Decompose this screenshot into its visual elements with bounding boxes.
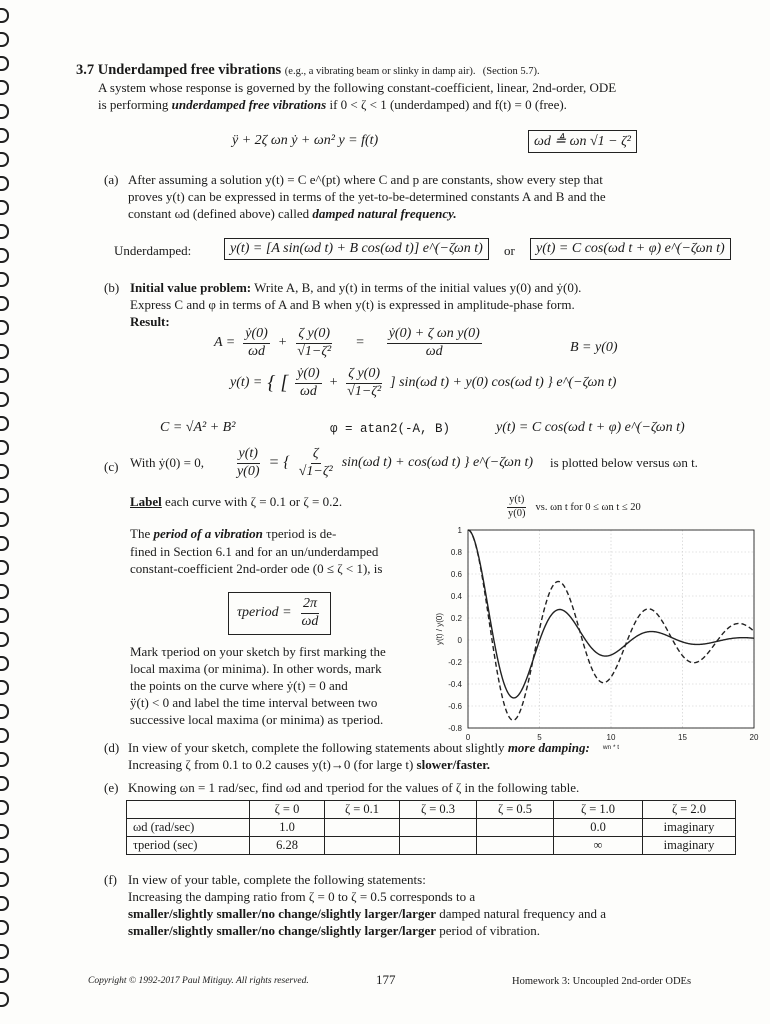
binding-ring [0, 704, 9, 719]
part-f-label: (f) [104, 872, 117, 887]
binding-ring [0, 344, 9, 359]
x-tick-label: 5 [537, 733, 542, 742]
binding-ring [0, 224, 9, 239]
y-tick-label: 0 [457, 636, 462, 645]
y-tick-label: -0.8 [448, 724, 462, 733]
part-e-label: (e) [104, 780, 119, 795]
damped-response-chart [428, 522, 768, 754]
binding-ring [0, 8, 9, 23]
binding-ring [0, 128, 9, 143]
x-tick-label: 20 [749, 733, 759, 742]
amplitude-phase-equation: y(t) = C cos(ωd t + φ) e^(−ζωn t) [496, 420, 685, 435]
part-f-line-4 [128, 923, 540, 939]
period-line-1 [130, 526, 336, 542]
table-row-label: τperiod (sec) [127, 837, 250, 855]
binding-ring [0, 200, 9, 215]
mark-line-4: ÿ(t) < 0 and label the time interval between two [130, 695, 378, 710]
chart-svg [428, 522, 768, 754]
section-title: Underdamped free vibrations [97, 62, 282, 78]
binding-ring [0, 608, 9, 623]
mark-line-5: successive local maxima (or minima) as τperiod. [130, 712, 384, 727]
part-c-label: (c) [104, 459, 119, 474]
x-axis-label: wn * t [602, 744, 620, 751]
A-fraction-3: $\frac{\text{ẏ(0) + ζ ωn y(0)}}{\omega d}$ [388, 326, 480, 359]
binding-ring [0, 416, 9, 431]
table-cell: imaginary [643, 837, 736, 855]
part-d-line-2 [128, 757, 490, 773]
section-ref: (Section 5.7). [482, 66, 540, 77]
binding-ring [0, 944, 9, 959]
C-equation: C = √A² + B² [160, 420, 236, 435]
table-header-cell: ζ = 0.1 [325, 801, 400, 819]
footer-title: Homework 3: Uncoupled 2nd-order ODEs [512, 976, 692, 987]
x-tick-label: 0 [465, 733, 471, 742]
table-header-cell: ζ = 2.0 [643, 801, 736, 819]
intro-emph: underdamped free vibrations [171, 97, 327, 112]
part-b-line-1 [130, 280, 581, 296]
binding-ring [0, 80, 9, 95]
table-row [127, 819, 736, 837]
period-emph: period of a vibration [153, 526, 263, 541]
binding-ring [0, 368, 9, 383]
y-tick-label: -0.4 [448, 680, 462, 689]
part-a-line-2: proves y(t) can be expressed in terms of the yet-to-be-determined constants A and B and the [128, 189, 606, 204]
binding-ring [0, 728, 9, 743]
caption-fraction: $\frac{y(t)}{y(0)}$ [508, 494, 526, 519]
part-f-line-1: In view of your table, complete the following statements: [128, 872, 426, 887]
table-cell: ∞ [554, 837, 643, 855]
binding-ring [0, 968, 9, 983]
part-c-equation [130, 446, 698, 481]
label-word: Label [130, 494, 162, 509]
binding-ring [0, 296, 9, 311]
table-input-cell[interactable] [400, 819, 477, 837]
part-a-line-3-pre: constant ωd (defined above) called [128, 206, 310, 221]
binding-ring [0, 896, 9, 911]
binding-ring [0, 512, 9, 527]
binding-ring [0, 872, 9, 887]
part-f-line-2: Increasing the damping ratio from ζ = 0 to ζ = 0.5 corresponds to a [128, 889, 476, 904]
table-input-cell[interactable] [325, 837, 400, 855]
A-fraction-1: $\frac{\text{ẏ(0)}}{\omega d}$ [245, 326, 268, 359]
y-tick-label: -0.6 [448, 702, 462, 711]
table-header-cell: ζ = 0 [250, 801, 325, 819]
binding-ring [0, 992, 9, 1007]
binding-ring [0, 680, 9, 695]
period-pre: The [130, 526, 151, 541]
frequency-choice[interactable]: smaller/slightly smaller/no change/slightly larger/larger [128, 906, 436, 921]
binding-ring [0, 584, 9, 599]
table-cell: 0.0 [554, 819, 643, 837]
intro-pre: is performing [98, 97, 169, 112]
result-label: Result: [130, 314, 170, 329]
part-b-line-1-text: Write A, B, and y(t) in terms of the initial values y(0) and ẏ(0). [254, 280, 582, 295]
phi-equation: φ = atan2(-A, B) [330, 422, 451, 436]
intro-post: if 0 < ζ < 1 (underdamped) and f(t) = 0 (free). [329, 97, 567, 112]
y-lhs: y(t) = [230, 375, 263, 391]
table-cell: imaginary [643, 819, 736, 837]
part-f-line-3-post: damped natural frequency and a [439, 906, 606, 921]
binding-ring [0, 440, 9, 455]
B-equation: B = y(0) [570, 340, 618, 355]
binding-ring [0, 776, 9, 791]
binding-ring [0, 752, 9, 767]
A-lhs: A = [214, 335, 236, 351]
period-post: τperiod is de- [266, 526, 337, 541]
binding-ring [0, 176, 9, 191]
binding-ring [0, 56, 9, 71]
part-d-emph: more damping: [507, 740, 590, 755]
footer-copyright: Copyright © 1992-2017 Paul Mitiguy. All rights reserved. [88, 976, 309, 986]
page-number: 177 [376, 972, 396, 987]
part-a-line-3 [128, 206, 457, 222]
part-a-line-1: After assuming a solution y(t) = C e^(pt) where C and p are constants, show every step that [128, 172, 603, 187]
section-heading [76, 62, 540, 79]
binding-ring [0, 104, 9, 119]
y-fraction-2: $\frac{\text{ζ y(0)}}{\text{√1−ζ²}}$ [347, 366, 382, 399]
part-d-label: (d) [104, 740, 120, 755]
table-header-cell: ζ = 0.5 [477, 801, 554, 819]
binding-ring [0, 392, 9, 407]
mark-line-2: local maxima (or minima). In other words, mark [130, 661, 382, 676]
A-fraction-2: $\frac{\text{ζ y(0)}}{\text{√1−ζ²}}$ [297, 326, 332, 359]
intro-line-2 [98, 97, 567, 113]
underdamped-equation-2: y(t) = C cos(ωd t + φ) e^(−ζωn t) [530, 238, 731, 260]
part-c-plotted: is plotted below versus ωn t. [550, 455, 698, 471]
binding-ring [0, 560, 9, 575]
part-d-line-1 [128, 740, 590, 756]
binding-ring [0, 248, 9, 263]
table-cell: 6.28 [250, 837, 325, 855]
part-a-emph: damped natural frequency. [312, 206, 457, 221]
slower-faster-choice[interactable]: slower/faster. [416, 757, 491, 772]
y-plus: + [328, 375, 339, 391]
y-rest: ] sin(ωd t) + y(0) cos(ωd t) } e^(−ζωn t) [390, 375, 617, 391]
binding-ring [0, 32, 9, 47]
A-equation [214, 326, 484, 361]
label-rest: each curve with ζ = 0.1 or ζ = 0.2. [165, 494, 343, 509]
table-input-cell[interactable] [477, 837, 554, 855]
intro-line-1: A system whose response is governed by the following constant-coefficient, linear, 2nd-order, ODE [98, 80, 617, 95]
table-header-cell: ζ = 0.3 [400, 801, 477, 819]
binding-ring [0, 632, 9, 647]
tau-lhs: τperiod = [237, 605, 292, 621]
section-example: (e.g., a vibrating beam or slinky in damp air). [284, 66, 476, 77]
zeta-fraction: $\frac{\zeta}{\text{√1−ζ²}}$ [298, 446, 333, 479]
y-axis-label: y(t) / y(0) [435, 613, 444, 645]
period-choice[interactable]: smaller/slightly smaller/no change/slightly larger/larger [128, 923, 436, 938]
binding-ring [0, 272, 9, 287]
or-word: or [504, 243, 515, 258]
y-solution-equation [230, 366, 616, 401]
period-line-2: fined in Section 6.1 and for an un/underdamped [130, 544, 379, 559]
y-tick-label: -0.2 [448, 658, 462, 667]
underdamped-label: Underdamped: [114, 243, 192, 258]
y-open-brace: { [ [267, 371, 289, 394]
label-instruction [130, 494, 342, 510]
part-f-line-4-post: period of vibration. [439, 923, 540, 938]
binding-ring [0, 488, 9, 503]
part-c-open: = { [268, 454, 290, 472]
mark-line-3: the points on the curve where ẏ(t) = 0 and [130, 678, 348, 693]
binding-ring [0, 920, 9, 935]
y-tick-label: 0.4 [450, 592, 462, 601]
part-c-rest: sin(ωd t) + cos(ωd t) } e^(−ζωn t) [341, 455, 533, 471]
mark-line-1: Mark τperiod on your sketch by first marking the [130, 644, 386, 659]
table-cell: 1.0 [250, 819, 325, 837]
chart-caption [504, 494, 641, 520]
binding-ring [0, 800, 9, 815]
period-formula [228, 592, 331, 635]
part-b-title: Initial value problem: [130, 280, 252, 295]
y-tick-label: 1 [457, 526, 462, 535]
part-b-line-2: Express C and φ in terms of A and B when y(t) is expressed in amplitude-phase form. [130, 297, 575, 312]
table-header-cell [127, 801, 250, 819]
y-tick-label: 0.2 [450, 614, 462, 623]
underdamped-equation-1: y(t) = [A sin(ωd t) + B cos(ωd t)] e^(−ζωn t) [224, 238, 489, 260]
table-input-cell[interactable] [325, 819, 400, 837]
ratio-fraction: $\frac{y(t)}{y(0)}$ [236, 446, 260, 479]
table-input-cell[interactable] [477, 819, 554, 837]
y-fraction-1: $\frac{\text{ẏ(0)}}{\omega d}$ [297, 366, 320, 399]
table-header-row [127, 801, 736, 819]
x-tick-label: 10 [606, 733, 616, 742]
table-header-cell: ζ = 1.0 [554, 801, 643, 819]
binding-ring [0, 656, 9, 671]
table-row-label: ωd (rad/sec) [127, 819, 250, 837]
A-plus: + [277, 335, 288, 351]
caption-rest: vs. ωn t for 0 ≤ ωn t ≤ 20 [535, 501, 641, 513]
binding-ring [0, 536, 9, 551]
values-table [126, 800, 736, 855]
table-input-cell[interactable] [400, 837, 477, 855]
x-tick-label: 15 [678, 733, 687, 742]
part-d-pre: In view of your sketch, complete the following statements about slightly [128, 740, 505, 755]
part-d-line-2-pre: Increasing ζ from 0.1 to 0.2 causes y(t)→0 (for large t) [128, 757, 414, 772]
omega-d-definition: ωd ≜ ωn √1 − ζ² [528, 130, 637, 153]
binding-ring [0, 464, 9, 479]
binding-ring [0, 848, 9, 863]
part-f-line-3 [128, 906, 606, 922]
values-table-wrap [126, 800, 736, 855]
binding-ring [0, 824, 9, 839]
part-c-with: With ẏ(0) = 0, [130, 455, 204, 471]
binding-ring [0, 320, 9, 335]
binding-ring [0, 152, 9, 167]
tau-fraction: $\frac{2\pi}{\omega d}$ [301, 596, 319, 629]
y-tick-label: 0.6 [450, 570, 462, 579]
part-a-label: (a) [104, 172, 119, 187]
part-b-label: (b) [104, 280, 120, 295]
period-line-3: constant-coefficient 2nd-order ode (0 ≤ ζ < 1), is [130, 561, 383, 576]
A-equals: = [355, 335, 365, 351]
section-number: 3.7 [76, 62, 95, 78]
table-row [127, 837, 736, 855]
part-e-text: Knowing ωn = 1 rad/sec, find ωd and τperiod for the values of ζ in the following table. [128, 780, 580, 795]
main-equation: ÿ + 2ζ ωn ẏ + ωn² y = f(t) [232, 133, 379, 148]
y-tick-label: 0.8 [450, 548, 462, 557]
